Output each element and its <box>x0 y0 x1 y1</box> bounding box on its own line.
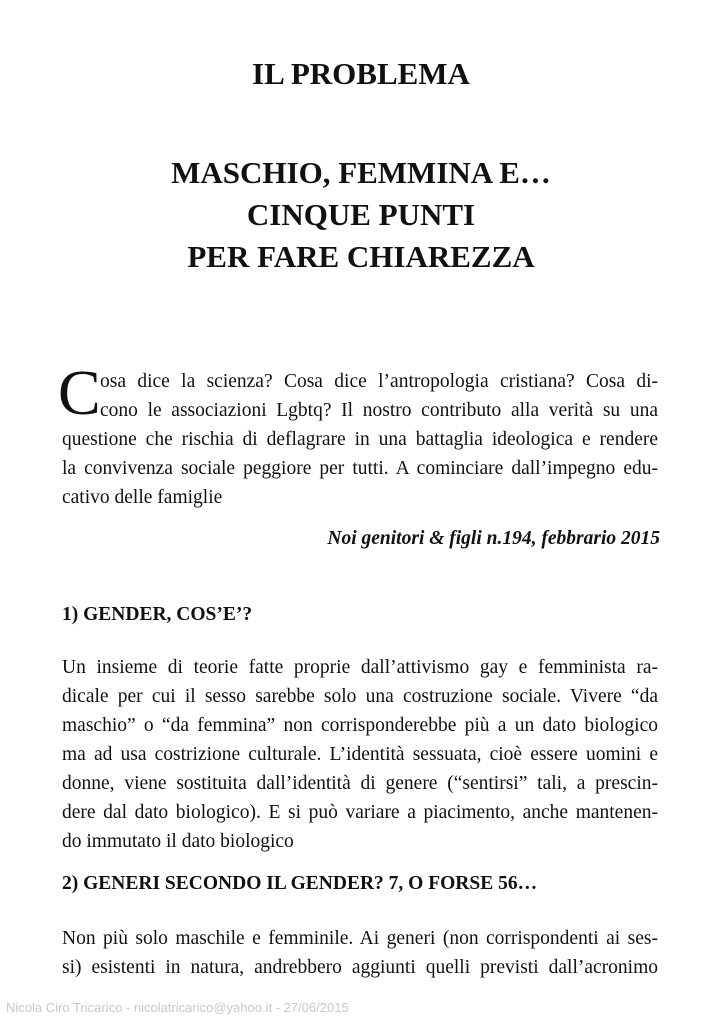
intro-paragraph <box>62 367 658 512</box>
paragraph-line: Non più solo maschile e femminile. Ai generi (non corrispondenti ai ses- <box>62 928 658 949</box>
drop-cap: C <box>58 357 101 428</box>
source-citation: Noi genitori & figli n.194, febbrario 2015 <box>327 528 660 549</box>
section-1-paragraph <box>62 653 658 856</box>
section-2-paragraph <box>62 924 658 982</box>
paragraph-line: si) esistenti in natura, andrebbero aggiunti quelli previsti dall’acronimo <box>62 957 658 978</box>
paragraph-line: Un insieme di teorie fatte proprie dall’attivismo gay e femminista ra- <box>62 657 658 678</box>
article-headline <box>0 152 722 278</box>
intro-line: la convivenza sociale peggiore per tutti. A cominciare dall’impegno edu- <box>62 458 658 479</box>
paragraph-line: do immutato il dato biologico <box>62 831 294 852</box>
footer-watermark: Nicola Ciro Tricarico - nicolatricarico@yahoo.it - 27/06/2015 <box>6 1000 349 1015</box>
intro-line: questione che rischia di deflagrare in una battaglia ideologica e rendere <box>62 429 658 450</box>
paragraph-line: ma ad usa costrizione culturale. L’identità sessuata, cioè essere uomini e <box>62 744 658 765</box>
headline-line-1: MASCHIO, FEMMINA E… <box>171 155 551 190</box>
headline-line-2: CINQUE PUNTI <box>246 197 476 232</box>
paragraph-line: maschio” o “da femmina” non corrisponderebbe più a un dato biologico <box>62 715 658 736</box>
section-title: IL PROBLEMA <box>252 56 470 91</box>
intro-line: osa dice la scienza? Cosa dice l’antropologia cristiana? Cosa di- <box>100 371 658 392</box>
paragraph-line: donne, viene sostituita dall’identità di genere (“sentirsi” tali, a prescin- <box>62 773 658 794</box>
section-2-heading: 2) GENERI SECONDO IL GENDER? 7, O FORSE 56… <box>62 873 538 894</box>
intro-line: cono le associazioni Lgbtq? Il nostro contributo alla verità su una <box>100 400 658 421</box>
intro-line: cativo delle famiglie <box>62 487 223 508</box>
headline-line-3: PER FARE CHIAREZZA <box>187 239 535 274</box>
section-1-heading: 1) GENDER, COS’E’? <box>62 604 253 625</box>
paragraph-line: dere dal dato biologico). E si può variare a piacimento, anche mantenen- <box>62 802 658 823</box>
paragraph-line: dicale per cui il sesso sarebbe solo una costruzione sociale. Vivere “da <box>62 686 658 707</box>
